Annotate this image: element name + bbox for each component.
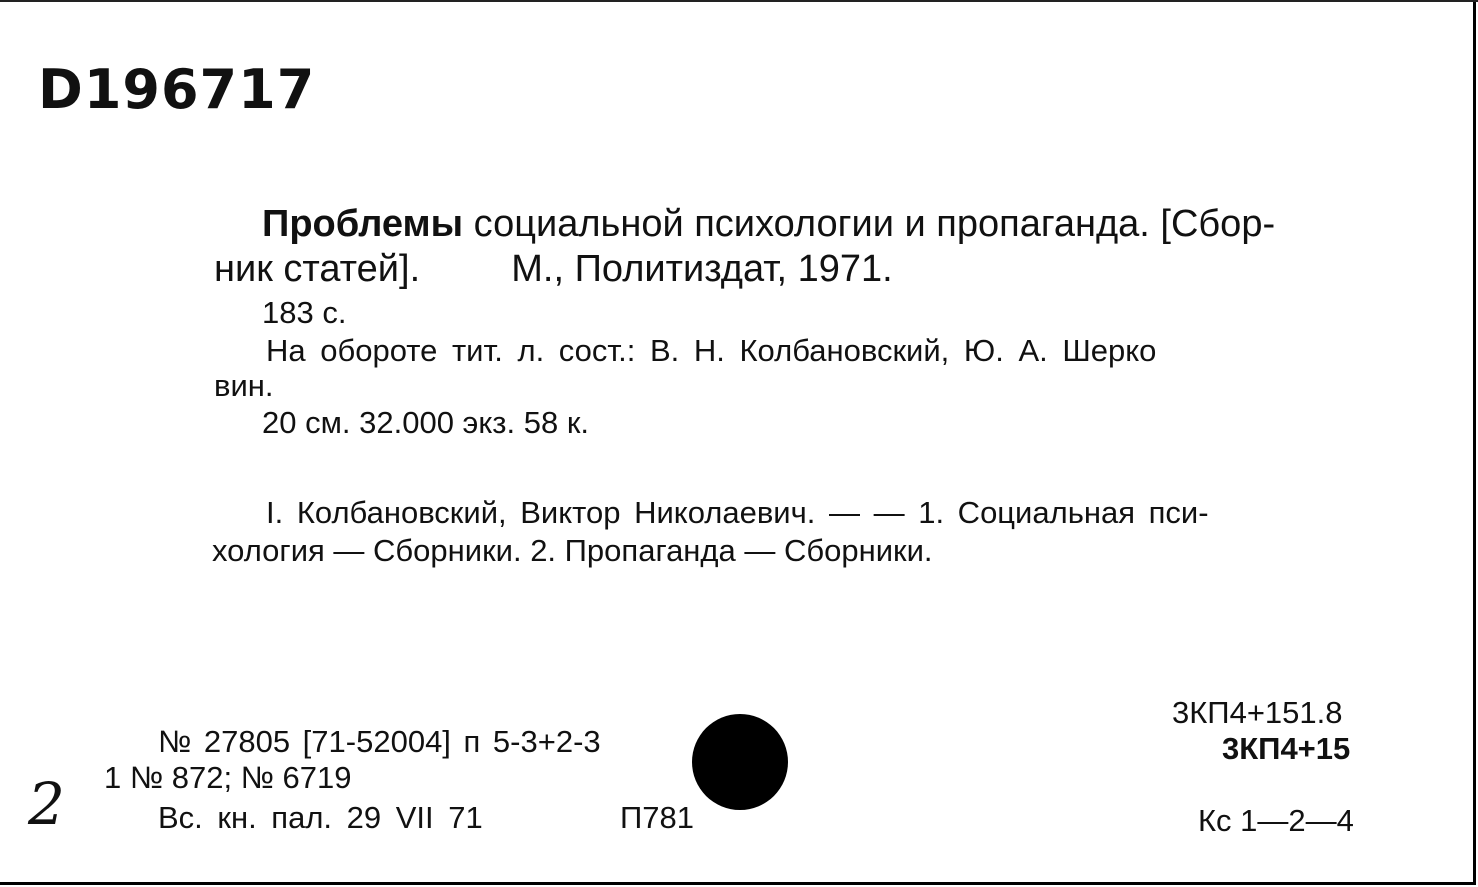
title-line-1 bbox=[262, 203, 1275, 246]
classification-2: 3КП4+15 bbox=[1222, 731, 1351, 766]
title-rest: социальной психологии и пропаганда. [Сбор- bbox=[473, 203, 1276, 245]
pages: 183 с. bbox=[262, 295, 347, 330]
order-number: № 27805 [71-52004] п 5-3+2-3 bbox=[158, 724, 601, 759]
title-line-2 bbox=[214, 248, 893, 291]
physical-description: 20 см. 32.000 экз. 58 к. bbox=[262, 405, 589, 440]
catalog-number-stamp: D196717 bbox=[38, 58, 316, 121]
tracings-line-2: хология — Сборники. 2. Пропаганда — Сборники. bbox=[212, 533, 933, 568]
compilers-line-2: вин. bbox=[214, 368, 274, 403]
title-bold-word: Проблемы bbox=[262, 203, 464, 245]
card-top-edge bbox=[0, 0, 1478, 2]
imprint: М., Политиздат, 1971. bbox=[511, 248, 893, 290]
classification-1: 3КП4+151.8 bbox=[1172, 695, 1343, 730]
title-continuation: ник статей]. bbox=[214, 248, 421, 290]
punched-hole bbox=[692, 714, 788, 810]
registration-date: Вс. кн. пал. 29 VII 71 bbox=[158, 800, 483, 835]
record-number: 1 № 872; № 6719 bbox=[104, 760, 352, 795]
kc-code: Кс 1—2—4 bbox=[1198, 803, 1354, 838]
handwritten-mark: 2 bbox=[28, 770, 65, 838]
compilers-line-1: На обороте тит. л. сост.: В. Н. Колбановский, Ю. А. Шерко bbox=[266, 333, 1157, 368]
print-code: П781 bbox=[620, 800, 695, 835]
tracings-line-1: I. Колбановский, Виктор Николаевич. — — 1. Социальная пси- bbox=[266, 495, 1209, 530]
